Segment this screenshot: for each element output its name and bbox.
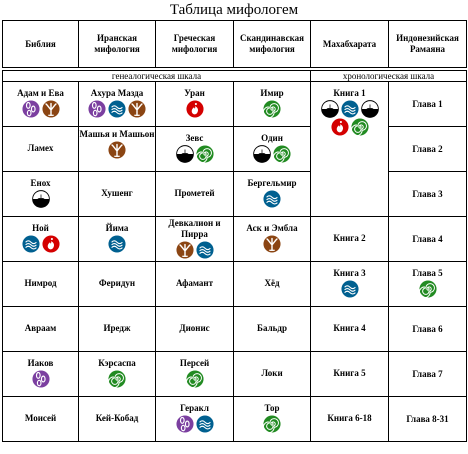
rebirth-icon [176, 415, 194, 433]
table-row [3, 127, 467, 172]
flood-icon [176, 145, 194, 163]
spiral-icon [419, 280, 437, 298]
spiral-icon [273, 145, 291, 163]
cell-text: Глава 5 [412, 268, 443, 278]
cell: Глава 7 [389, 352, 467, 397]
genealogical-scale: генеалогическая шкала [3, 71, 311, 82]
table-row [3, 82, 467, 127]
icon-group [79, 370, 155, 390]
cell [156, 352, 234, 397]
table-row [3, 307, 467, 352]
spiral-icon [263, 415, 281, 433]
icon-group [156, 415, 233, 435]
cell-text: Книга 1 [333, 88, 366, 98]
cell-text: Бергельмир [247, 178, 297, 188]
cell [234, 217, 311, 262]
flood-icon [32, 190, 50, 208]
cell-text: Моисей [24, 413, 57, 423]
cell [156, 172, 234, 217]
table-row [3, 262, 467, 307]
icon-group [156, 145, 233, 165]
table-row [3, 397, 467, 442]
cell-text: Прометей [174, 188, 215, 198]
cell-text: Тор [264, 403, 280, 413]
cell-text: Адам и Ева [17, 88, 64, 98]
cell-text: Бальдр [257, 323, 287, 333]
chronological-scale: хронологическая шкала [311, 71, 467, 82]
cell [234, 82, 311, 127]
cell: Глава 3 [389, 172, 467, 217]
cell: Глава 1 [389, 82, 467, 127]
cell [79, 397, 156, 442]
cell-text: Кей-Кобад [95, 413, 139, 423]
header-ramayana: Индонезийская Рамаяна [389, 21, 467, 68]
wind-icon [196, 415, 214, 433]
cell [311, 82, 389, 217]
icon-group [3, 100, 78, 120]
cell [79, 352, 156, 397]
table-row [3, 217, 467, 262]
icon-group [318, 100, 382, 136]
cell-text: Книга 2 [333, 233, 366, 243]
cell [389, 262, 467, 307]
cell-text: Иредж [103, 323, 131, 333]
wind-icon [22, 235, 40, 253]
cell-text: Девкалион и Пирра [168, 218, 221, 239]
cell [79, 217, 156, 262]
cell-text: Книга 5 [333, 368, 366, 378]
cell-text: Имир [260, 88, 284, 98]
cell-text: Кэрсаспа [98, 358, 136, 368]
tree-icon [42, 100, 60, 118]
header-iranian: Иранская мифология [79, 21, 156, 68]
cell [156, 397, 234, 442]
cell [234, 307, 311, 352]
page-title: Таблица мифологем [169, 2, 299, 18]
cell [79, 127, 156, 172]
cell [156, 127, 234, 172]
cell [3, 127, 79, 172]
icon-group [389, 280, 466, 300]
cell-text: Книга 4 [333, 323, 366, 333]
icon-group [156, 370, 233, 390]
cell-text: Ахура Мазда [90, 88, 144, 98]
flood-icon [321, 100, 339, 118]
cell [156, 307, 234, 352]
cell [234, 262, 311, 307]
cell [311, 352, 389, 397]
header-greek: Греческая мифология [156, 21, 234, 68]
table-row [3, 352, 467, 397]
cell [3, 397, 79, 442]
cell [79, 262, 156, 307]
cell [311, 262, 389, 307]
icon-group [234, 100, 310, 120]
cell [79, 172, 156, 217]
cell-text: Хёд [264, 278, 280, 288]
spiral-icon [263, 100, 281, 118]
cell: Глава 4 [389, 217, 467, 262]
icon-group [234, 190, 310, 210]
fire-icon [186, 100, 204, 118]
icon-group [3, 235, 78, 255]
tree-icon [128, 100, 146, 118]
cell [3, 217, 79, 262]
fire-icon [331, 118, 349, 136]
wind-icon [341, 280, 359, 298]
cell-text: Йима [105, 223, 129, 233]
cell-text: Персей [179, 358, 210, 368]
cell-text: Уран [184, 88, 205, 98]
cell-text: Ламех [27, 143, 54, 153]
cell-text: Машья и Машьон [79, 129, 155, 139]
icon-group [79, 141, 155, 161]
header-row [3, 21, 467, 68]
cell: Глава 8-31 [389, 397, 467, 442]
cell [234, 172, 311, 217]
cell [3, 262, 79, 307]
wind-icon [341, 100, 359, 118]
cell [3, 352, 79, 397]
cell-text: Один [261, 133, 283, 143]
cell [234, 397, 311, 442]
cell-text: Ной [32, 223, 49, 233]
cell [234, 127, 311, 172]
cell [311, 307, 389, 352]
fire-icon [42, 235, 60, 253]
cell-text: Хушенг [101, 188, 133, 198]
icon-group [79, 235, 155, 255]
icon-group [3, 190, 78, 210]
rebirth-icon [88, 100, 106, 118]
cell-text: Афамант [175, 278, 214, 288]
wind-icon [263, 190, 281, 208]
tree-icon [176, 241, 194, 259]
cell-text: Аск и Эмбла [246, 223, 298, 233]
cell-text: Енох [30, 178, 51, 188]
cell: Глава 2 [389, 127, 467, 172]
rebirth-icon [22, 100, 40, 118]
cell [311, 217, 389, 262]
cell [156, 217, 234, 262]
icon-group [79, 100, 155, 120]
spiral-icon [186, 370, 204, 388]
spiral-icon [196, 145, 214, 163]
cell [79, 82, 156, 127]
cell [156, 82, 234, 127]
mythologem-table [2, 20, 467, 442]
cell-text: Дионис [179, 323, 210, 333]
wind-icon [108, 100, 126, 118]
wind-icon [196, 241, 214, 259]
cell [156, 262, 234, 307]
icon-group [234, 145, 310, 165]
cell-text: Феридун [98, 278, 136, 288]
spiral-icon [351, 118, 369, 136]
cell: Глава 6 [389, 307, 467, 352]
icon-group [156, 241, 233, 261]
cell-text: Локи [261, 368, 283, 378]
flood-icon [253, 145, 271, 163]
icon-group [311, 280, 388, 300]
cell [311, 397, 389, 442]
spiral-icon [108, 370, 126, 388]
cell-text: Нимрод [24, 278, 57, 288]
cell-text: Авраам [24, 323, 57, 333]
icon-group [234, 415, 310, 435]
table-row [3, 172, 467, 217]
cell-text: Иаков [27, 358, 54, 368]
cell-text: Книга 6-18 [327, 413, 372, 423]
tree-icon [108, 141, 126, 159]
cell-text: Геракл [180, 403, 209, 413]
cell [3, 82, 79, 127]
cell-text: Книга 3 [333, 268, 366, 278]
wind-icon [108, 235, 126, 253]
flood-icon [361, 100, 379, 118]
header-mahabharata: Махабхарата [311, 21, 389, 68]
header-bible: Библия [3, 21, 79, 68]
header-scandinavian: Скандинавская мифология [234, 21, 311, 68]
scale-row [3, 71, 467, 82]
rebirth-icon [32, 370, 50, 388]
icon-group [156, 100, 233, 120]
icon-group [3, 370, 78, 390]
cell [3, 172, 79, 217]
tree-icon [263, 235, 281, 253]
icon-group [234, 235, 310, 255]
cell [234, 352, 311, 397]
cell-text: Зевс [185, 133, 204, 143]
cell [3, 307, 79, 352]
cell [79, 307, 156, 352]
